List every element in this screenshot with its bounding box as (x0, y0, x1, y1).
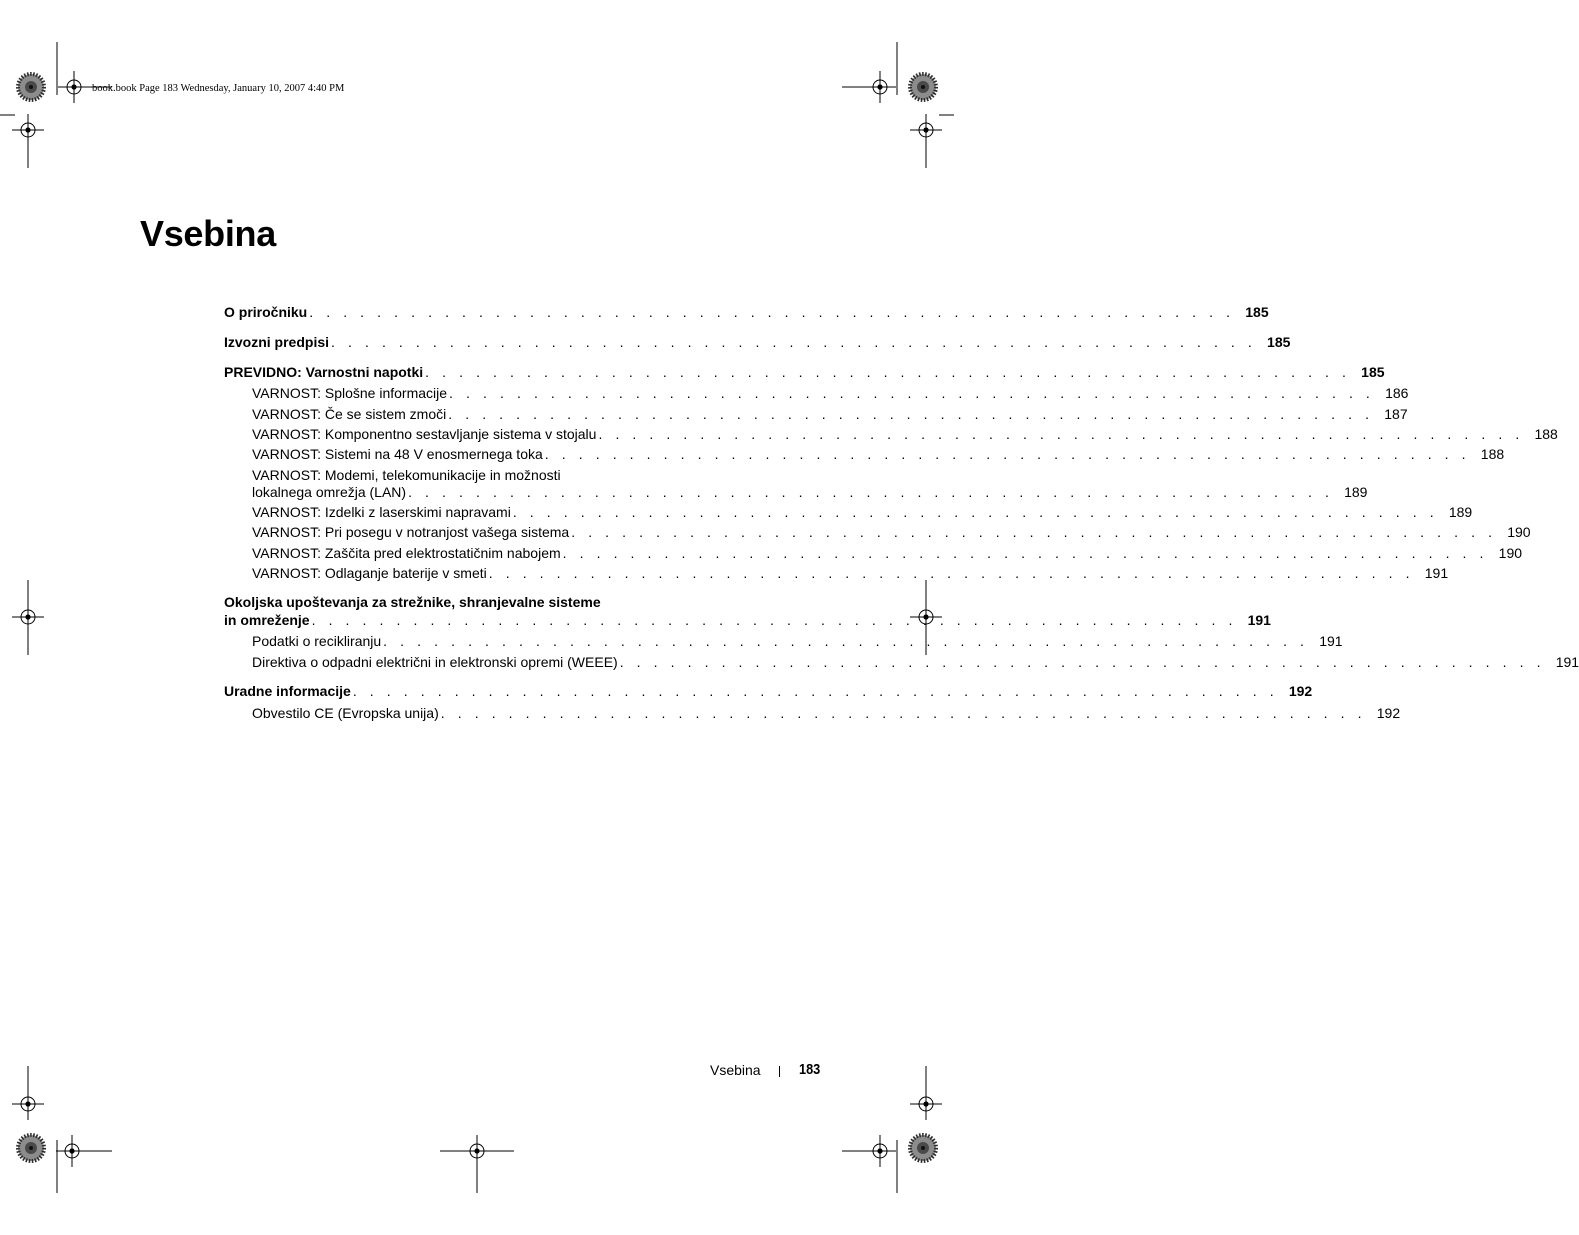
toc-entry-page: 187 (1384, 406, 1408, 422)
dot-leader: . . . . . . . . . . . . . . . . . . . . . . . . . . . . . . . . . . . . . . . . . . . . . . . . . . . . . . . (309, 304, 1235, 320)
dot-leader: . . . . . . . . . . . . . . . . . . . . . . . . . . . . . . . . . . . . . . . . . . . . . . . . . . . . . . . (598, 426, 1524, 442)
print-header-meta: book.book Page 183 Wednesday, January 10, 2007 4:40 PM (92, 83, 345, 94)
toc-entry-page: 191 (1247, 612, 1271, 628)
toc-entry-page: 192 (1288, 683, 1313, 699)
dot-leader: . . . . . . . . . . . . . . . . . . . . . . . . . . . . . . . . . . . . . . . . . . . . . . . . . . . . . . . (311, 612, 1237, 628)
toc-entry-label: in omreženje (224, 612, 310, 628)
toc-entry-label: VARNOST: Izdelki z laserskimi napravami (252, 504, 511, 520)
toc-entry-page: 190 (1498, 545, 1523, 561)
toc-entry-page: 185 (1245, 304, 1269, 320)
dot-leader: . . . . . . . . . . . . . . . . . . . . . . . . . . . . . . . . . . . . . . . . . . . . . . . . . . . . . . . (512, 504, 1439, 520)
toc-subentry-48v[interactable] (252, 445, 1505, 463)
toc-entry-label: VARNOST: Pri posegu v notranjost vašega sistema (252, 524, 570, 540)
toc-entry-label: VARNOST: Sistemi na 48 V enosmernega toka (252, 446, 543, 462)
dot-leader: . . . . . . . . . . . . . . . . . . . . . . . . . . . . . . . . . . . . . . . . . . . . . . . . . . . . . . . (440, 705, 1367, 721)
dot-leader: . . . . . . . . . . . . . . . . . . . . . . . . . . . . . . . . . . . . . . . . . . . . . . . . . . . . . . . (331, 334, 1257, 350)
toc-entry-page: 186 (1385, 385, 1409, 401)
toc-entry-page: 185 (1267, 334, 1291, 350)
toc-subentry-splosne-informacije[interactable] (252, 384, 1409, 402)
toc-entry-page: 191 (1555, 654, 1579, 670)
toc-subentry-obvestilo-ce[interactable] (252, 704, 1401, 722)
toc-entry-label: VARNOST: Komponentno sestavljanje sistema v stojalu (252, 426, 597, 442)
toc-subentry-poseg[interactable] (252, 523, 1531, 541)
toc-entry-okoljska-line1: Okoljska upoštevanja za strežnike, shranjevalne sisteme (224, 594, 601, 610)
toc-subentry-weee[interactable] (252, 653, 1579, 671)
dot-leader: . . . . . . . . . . . . . . . . . . . . . . . . . . . . . . . . . . . . . . . . . . . . . . . . . . . . . . . (352, 683, 1279, 699)
toc-entry-page: 190 (1507, 524, 1531, 540)
toc-subentry-recikliranje[interactable] (252, 632, 1343, 650)
toc-entry-uradne-informacije[interactable] (224, 682, 1313, 700)
toc-subentry-baterije[interactable] (252, 564, 1449, 582)
toc-subentry-sistem-zmoci[interactable] (252, 405, 1408, 423)
dot-leader: . . . . . . . . . . . . . . . . . . . . . . . . . . . . . . . . . . . . . . . . . . . . . . . . . . . . . . . (383, 633, 1309, 649)
dot-leader: . . . . . . . . . . . . . . . . . . . . . . . . . . . . . . . . . . . . . . . . . . . . . . . . . . . . . . . (408, 484, 1334, 500)
toc-entry-page: 185 (1361, 364, 1385, 380)
toc-subentry-elektrostatika[interactable] (252, 544, 1523, 562)
toc-entry-label: VARNOST: Če se sistem zmoči (252, 406, 447, 422)
toc-entry-izvozni-predpisi[interactable] (224, 333, 1291, 351)
toc-entry-label: Podatki o recikliranju (252, 633, 382, 649)
toc-subentry-stojalo[interactable] (252, 425, 1558, 443)
toc-entry-page: 192 (1376, 705, 1401, 721)
dot-leader: . . . . . . . . . . . . . . . . . . . . . . . . . . . . . . . . . . . . . . . . . . . . . . . . . . . . . . . (544, 446, 1471, 462)
toc-entry-page: 189 (1448, 504, 1473, 520)
toc-entry-label: Obvestilo CE (Evropska unija) (252, 705, 439, 721)
dot-leader: . . . . . . . . . . . . . . . . . . . . . . . . . . . . . . . . . . . . . . . . . . . . . . . . . . . . . . . (571, 524, 1497, 540)
dot-leader: . . . . . . . . . . . . . . . . . . . . . . . . . . . . . . . . . . . . . . . . . . . . . . . . . . . . . . . (448, 406, 1374, 422)
toc-entry-page: 191 (1424, 565, 1449, 581)
footer-section-label: Vsebina (710, 1062, 761, 1078)
footer-divider (779, 1066, 780, 1077)
toc-entry-page: 188 (1534, 426, 1558, 442)
toc-entry-page: 189 (1344, 484, 1368, 500)
dot-leader: . . . . . . . . . . . . . . . . . . . . . . . . . . . . . . . . . . . . . . . . . . . . . . . . . . . . . . . (449, 385, 1375, 401)
toc-entry-label: O priročniku (224, 304, 308, 320)
toc-entry-label: VARNOST: Zaščita pred elektrostatičnim nabojem (252, 545, 561, 561)
toc-entry-page: 191 (1319, 633, 1343, 649)
toc-subentry-laserski[interactable] (252, 503, 1473, 521)
toc-subentry-modemi[interactable] (252, 483, 1368, 501)
toc-entry-label: PREVIDNO: Varnostni napotki (224, 364, 424, 380)
toc-entry-label: VARNOST: Splošne informacije (252, 385, 448, 401)
toc-subentry-modemi-line1: VARNOST: Modemi, telekomunikacije in možnosti (252, 467, 561, 483)
toc-entry-label: VARNOST: Odlaganje baterije v smeti (252, 565, 487, 581)
toc-entry-label: lokalnega omrežja (LAN) (252, 484, 407, 500)
dot-leader: . . . . . . . . . . . . . . . . . . . . . . . . . . . . . . . . . . . . . . . . . . . . . . . . . . . . . . . (562, 545, 1489, 561)
toc-entry-okoljska[interactable] (224, 611, 1271, 629)
footer-page-number: 183 (799, 1061, 821, 1078)
dot-leader: . . . . . . . . . . . . . . . . . . . . . . . . . . . . . . . . . . . . . . . . . . . . . . . . . . . . . . . (425, 364, 1351, 380)
dot-leader: . . . . . . . . . . . . . . . . . . . . . . . . . . . . . . . . . . . . . . . . . . . . . . . . . . . . . . . (619, 654, 1546, 670)
page-title: Vsebina (140, 213, 276, 254)
toc-entry-page: 188 (1480, 446, 1505, 462)
toc-entry-previdno[interactable] (224, 363, 1385, 381)
toc-entry-label: Direktiva o odpadni električni in elektronski opremi (WEEE) (252, 654, 618, 670)
toc-entry-o-prirocniku[interactable] (224, 303, 1269, 321)
dot-leader: . . . . . . . . . . . . . . . . . . . . . . . . . . . . . . . . . . . . . . . . . . . . . . . . . . . . . . . (488, 565, 1415, 581)
toc-entry-label: Uradne informacije (224, 683, 351, 699)
toc-entry-label: Izvozni predpisi (224, 334, 330, 350)
